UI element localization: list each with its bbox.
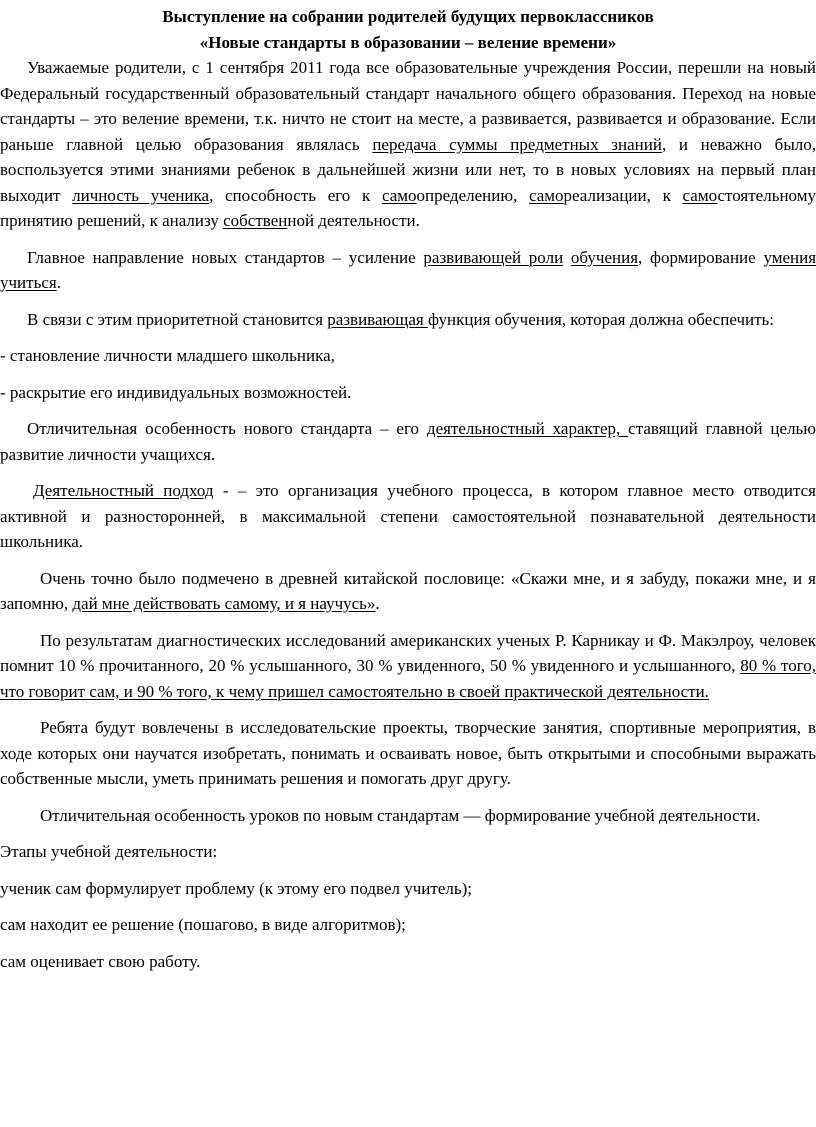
stages-title: Этапы учебной деятельности: bbox=[0, 842, 218, 861]
stage-item: ученик сам формулирует проблему (к этому его подвел учитель); bbox=[0, 878, 472, 898]
list-item: - раскрытие его индивидуальных возможностей. bbox=[0, 382, 352, 402]
underlined-text: развивающей роли bbox=[423, 247, 564, 267]
text: . bbox=[375, 594, 380, 613]
stage-item: сам находит ее решение (пошагово, в виде алгоритмов); bbox=[0, 915, 406, 934]
text: - – это организация учебного процесса, в котором главное место отводится активной и разносторонней, в максимальной степени самостоятельной познавательной деятельности школьника. bbox=[0, 481, 816, 551]
underlined-text: дай мне действовать самому, и я научусь» bbox=[72, 594, 376, 613]
underlined-text: умения учиться bbox=[0, 247, 816, 292]
list-item: - становление личности младшего школьника, bbox=[0, 346, 335, 365]
underlined-text: обучения bbox=[570, 247, 639, 267]
stage-item: сам оценивает свою работу. bbox=[0, 951, 201, 971]
paragraph-chinese-proverb bbox=[0, 566, 816, 617]
underlined-text: само bbox=[528, 185, 564, 205]
underlined-text: деятельностный характер, bbox=[426, 419, 629, 438]
text: , формирование bbox=[638, 247, 764, 267]
title-line-1: Выступление на собрании родителей будущих первоклассников bbox=[162, 7, 654, 26]
text: , и неважно было, воспользуется этими знаниями ребенок в дальнейшей жизни или нет, то в новых условиях на первый план выходит bbox=[0, 134, 816, 205]
paragraph-priority bbox=[0, 307, 816, 333]
underlined-text: личность ученика bbox=[72, 185, 210, 205]
text: функция обучения, которая должна обеспечить: bbox=[427, 309, 775, 329]
paragraph-research bbox=[0, 628, 816, 705]
text: определению, bbox=[416, 185, 529, 205]
title-line-2: «Новые стандарты в образовании – веление времени» bbox=[199, 32, 617, 52]
paragraph-standard-feature bbox=[0, 416, 816, 467]
underlined-text: развивающая bbox=[327, 309, 428, 329]
text: Главное направление новых стандартов – усиление bbox=[27, 247, 424, 267]
text: Очень точно было подмечено в древней китайской пословице: «Скажи мне, и я забуду, покажи мне, и я запомню, bbox=[0, 568, 816, 613]
paragraph-children-projects: Ребята будут вовлечены в исследовательские проекты, творческие занятия, спортивные мероприятия, в ходе которых они научатся изобретать, понимать и осваивать новое, быть открытыми и способными выражать собственные мысли, уметь принимать решения и помогать друг другу. bbox=[0, 718, 816, 788]
text: ной деятельности. bbox=[287, 211, 420, 230]
underlined-text: само bbox=[682, 185, 718, 205]
underlined-text: само bbox=[381, 185, 417, 205]
text: Уважаемые родители, с 1 сентября 2011 года все образовательные учреждения России, перешли на новый Федеральный государственный образовательный стандарт начального общего образования. Переход на новые стандарты – это веление времени, т.к. ничто не стоит на месте, а развивается, развивается и образование. Если раньше главной целью образования являлась bbox=[0, 58, 816, 154]
text: . bbox=[56, 273, 61, 292]
text: По результатам диагностических исследований американских ученых Р. Карникау и Ф. Макэлроу, человек помнит 10 % прочитанного, 20 % услышанного, 30 % увиденного, 50 % увиденного и услышанного, bbox=[0, 630, 816, 675]
underlined-text: 80 % того, что говорит сам, и 90 % того, к чему пришел самостоятельно в своей практической деятельности. bbox=[0, 656, 816, 701]
paragraph-activity-approach bbox=[0, 478, 816, 555]
underlined-text: собствен bbox=[223, 211, 288, 230]
text: реализации, к bbox=[563, 185, 683, 205]
underlined-text: Деятельностный подход bbox=[33, 481, 214, 500]
text: В связи с этим приоритетной становится bbox=[27, 309, 328, 329]
underlined-text: передача суммы предметных знаний bbox=[372, 134, 662, 154]
paragraph-intro bbox=[0, 55, 816, 234]
paragraph-main-direction bbox=[0, 245, 816, 296]
text: Отличительная особенность нового стандарта – его bbox=[27, 419, 427, 438]
text: ставящий главной целью развитие личности учащихся. bbox=[0, 419, 816, 464]
text: стоятельному принятию решений, к анализу bbox=[0, 185, 816, 230]
text: , способность его к bbox=[209, 185, 382, 205]
text bbox=[563, 248, 571, 267]
paragraph-lesson-feature: Отличительная особенность уроков по новым стандартам — формирование учебной деятельности. bbox=[40, 805, 761, 825]
